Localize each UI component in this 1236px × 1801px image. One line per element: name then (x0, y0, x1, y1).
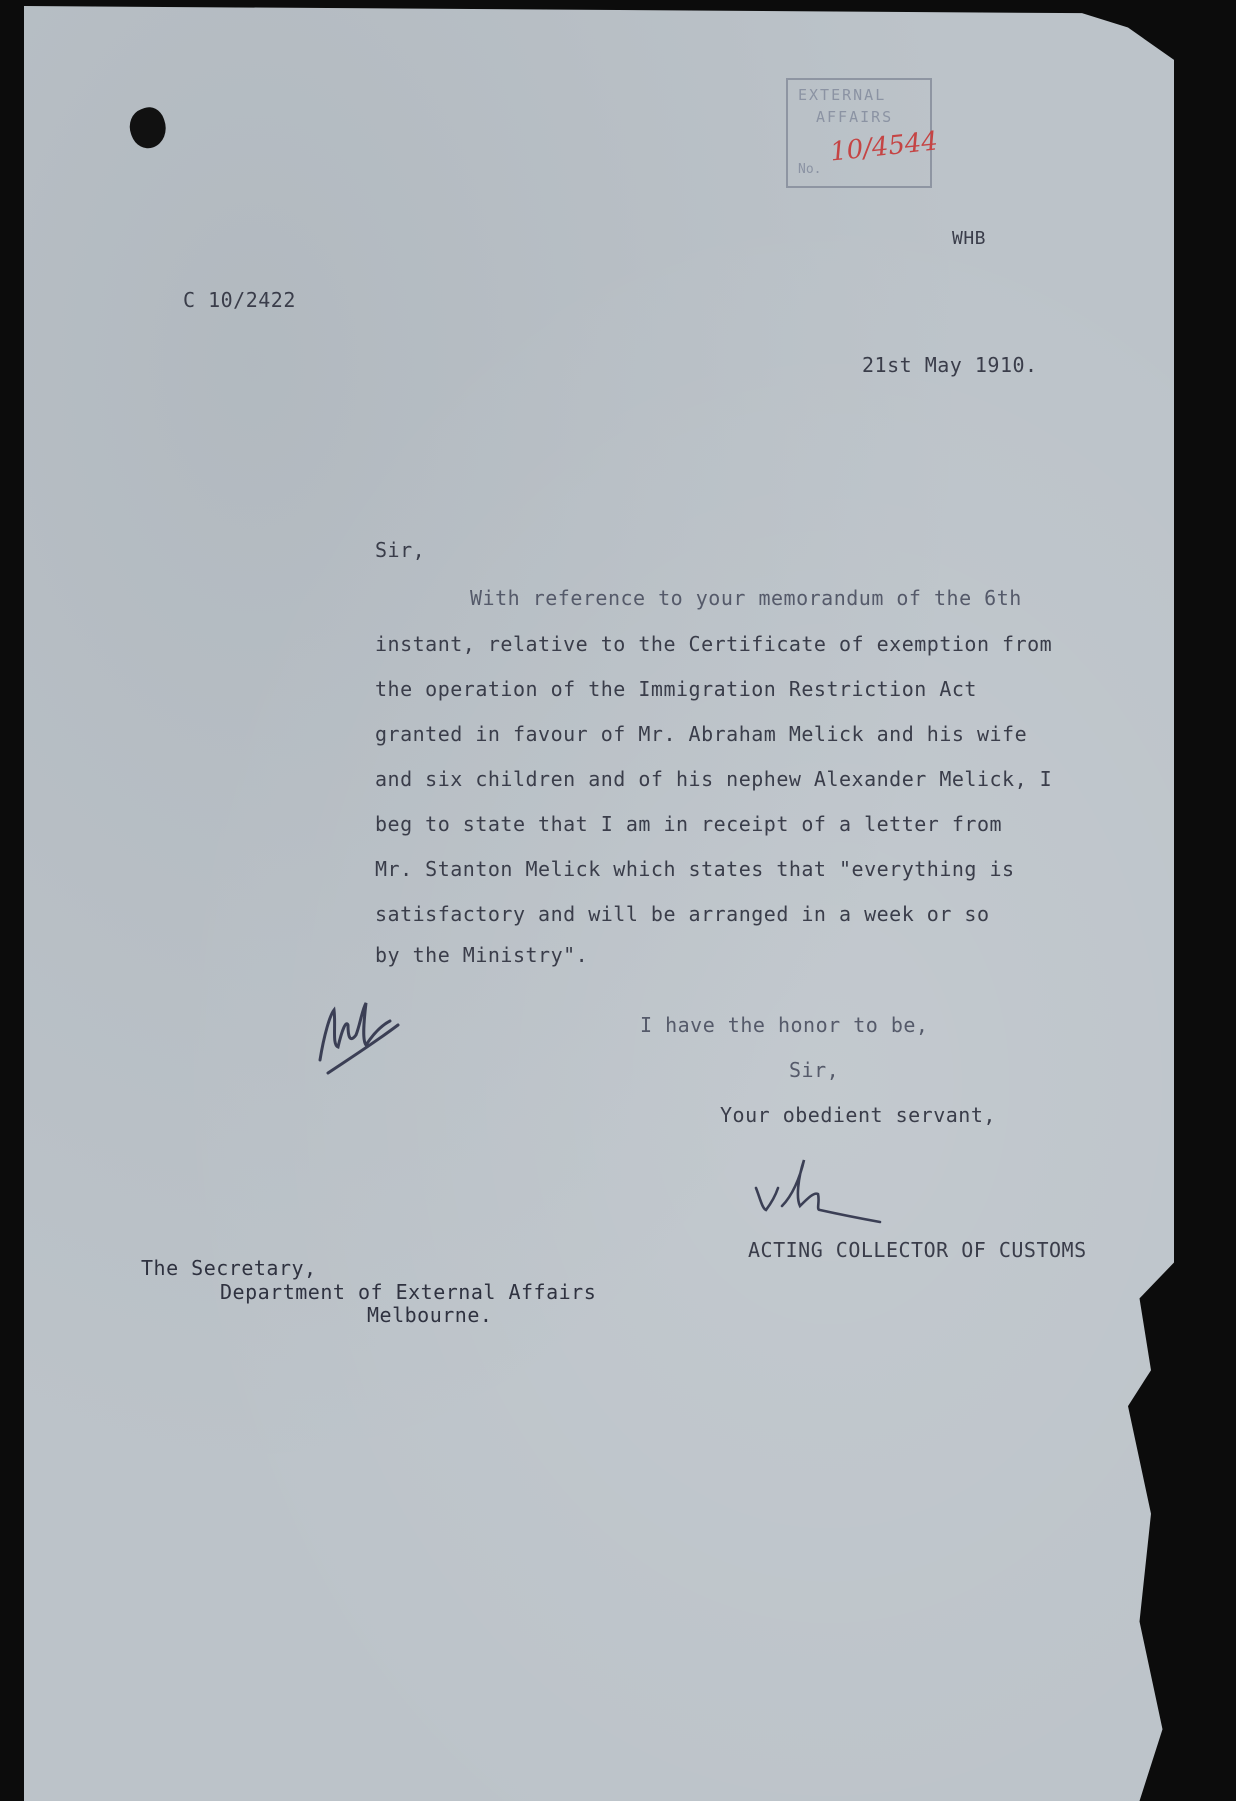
stamp-number: 10/4544 (828, 126, 940, 168)
body-line: instant, relative to the Certificate of exemption from (375, 632, 1053, 656)
closing-line-3: Your obedient servant, (720, 1103, 996, 1127)
addressee-line-1: The Secretary, (141, 1256, 317, 1280)
closing-line-1: I have the honor to be, (640, 1013, 929, 1037)
body-line: With reference to your memorandum of the 6th (470, 586, 1022, 610)
stamp-line-1: EXTERNAL (798, 86, 887, 104)
officer-signature (748, 1148, 888, 1228)
initials-top: WHB (952, 228, 987, 249)
addressee-line-3: Melbourne. (367, 1303, 493, 1327)
body-line: by the Ministry". (375, 943, 589, 967)
body-line: satisfactory and will be arranged in a week or so (375, 902, 990, 926)
registry-stamp (786, 78, 940, 188)
body-line: the operation of the Immigration Restriction Act (375, 677, 977, 701)
closing-line-2: Sir, (789, 1058, 840, 1082)
stamp-line-2: AFFAIRS (816, 108, 894, 126)
body-line: and six children and of his nephew Alexander Melick, I (375, 767, 1053, 791)
stamp-no-label: No. (798, 162, 822, 177)
letter-date: 21st May 1910. (862, 353, 1038, 377)
body-line: granted in favour of Mr. Abraham Melick and his wife (375, 722, 1028, 746)
signatory-title: ACTING COLLECTOR OF CUSTOMS (748, 1238, 1087, 1262)
body-line: beg to state that I am in receipt of a letter from (375, 812, 1003, 836)
body-line: Mr. Stanton Melick which states that "everything is (375, 857, 1015, 881)
file-reference: C 10/2422 (183, 288, 296, 312)
addressee-line-2: Department of External Affairs (220, 1280, 597, 1304)
salutation: Sir, (375, 538, 426, 562)
margin-initials-signature (312, 985, 402, 1075)
